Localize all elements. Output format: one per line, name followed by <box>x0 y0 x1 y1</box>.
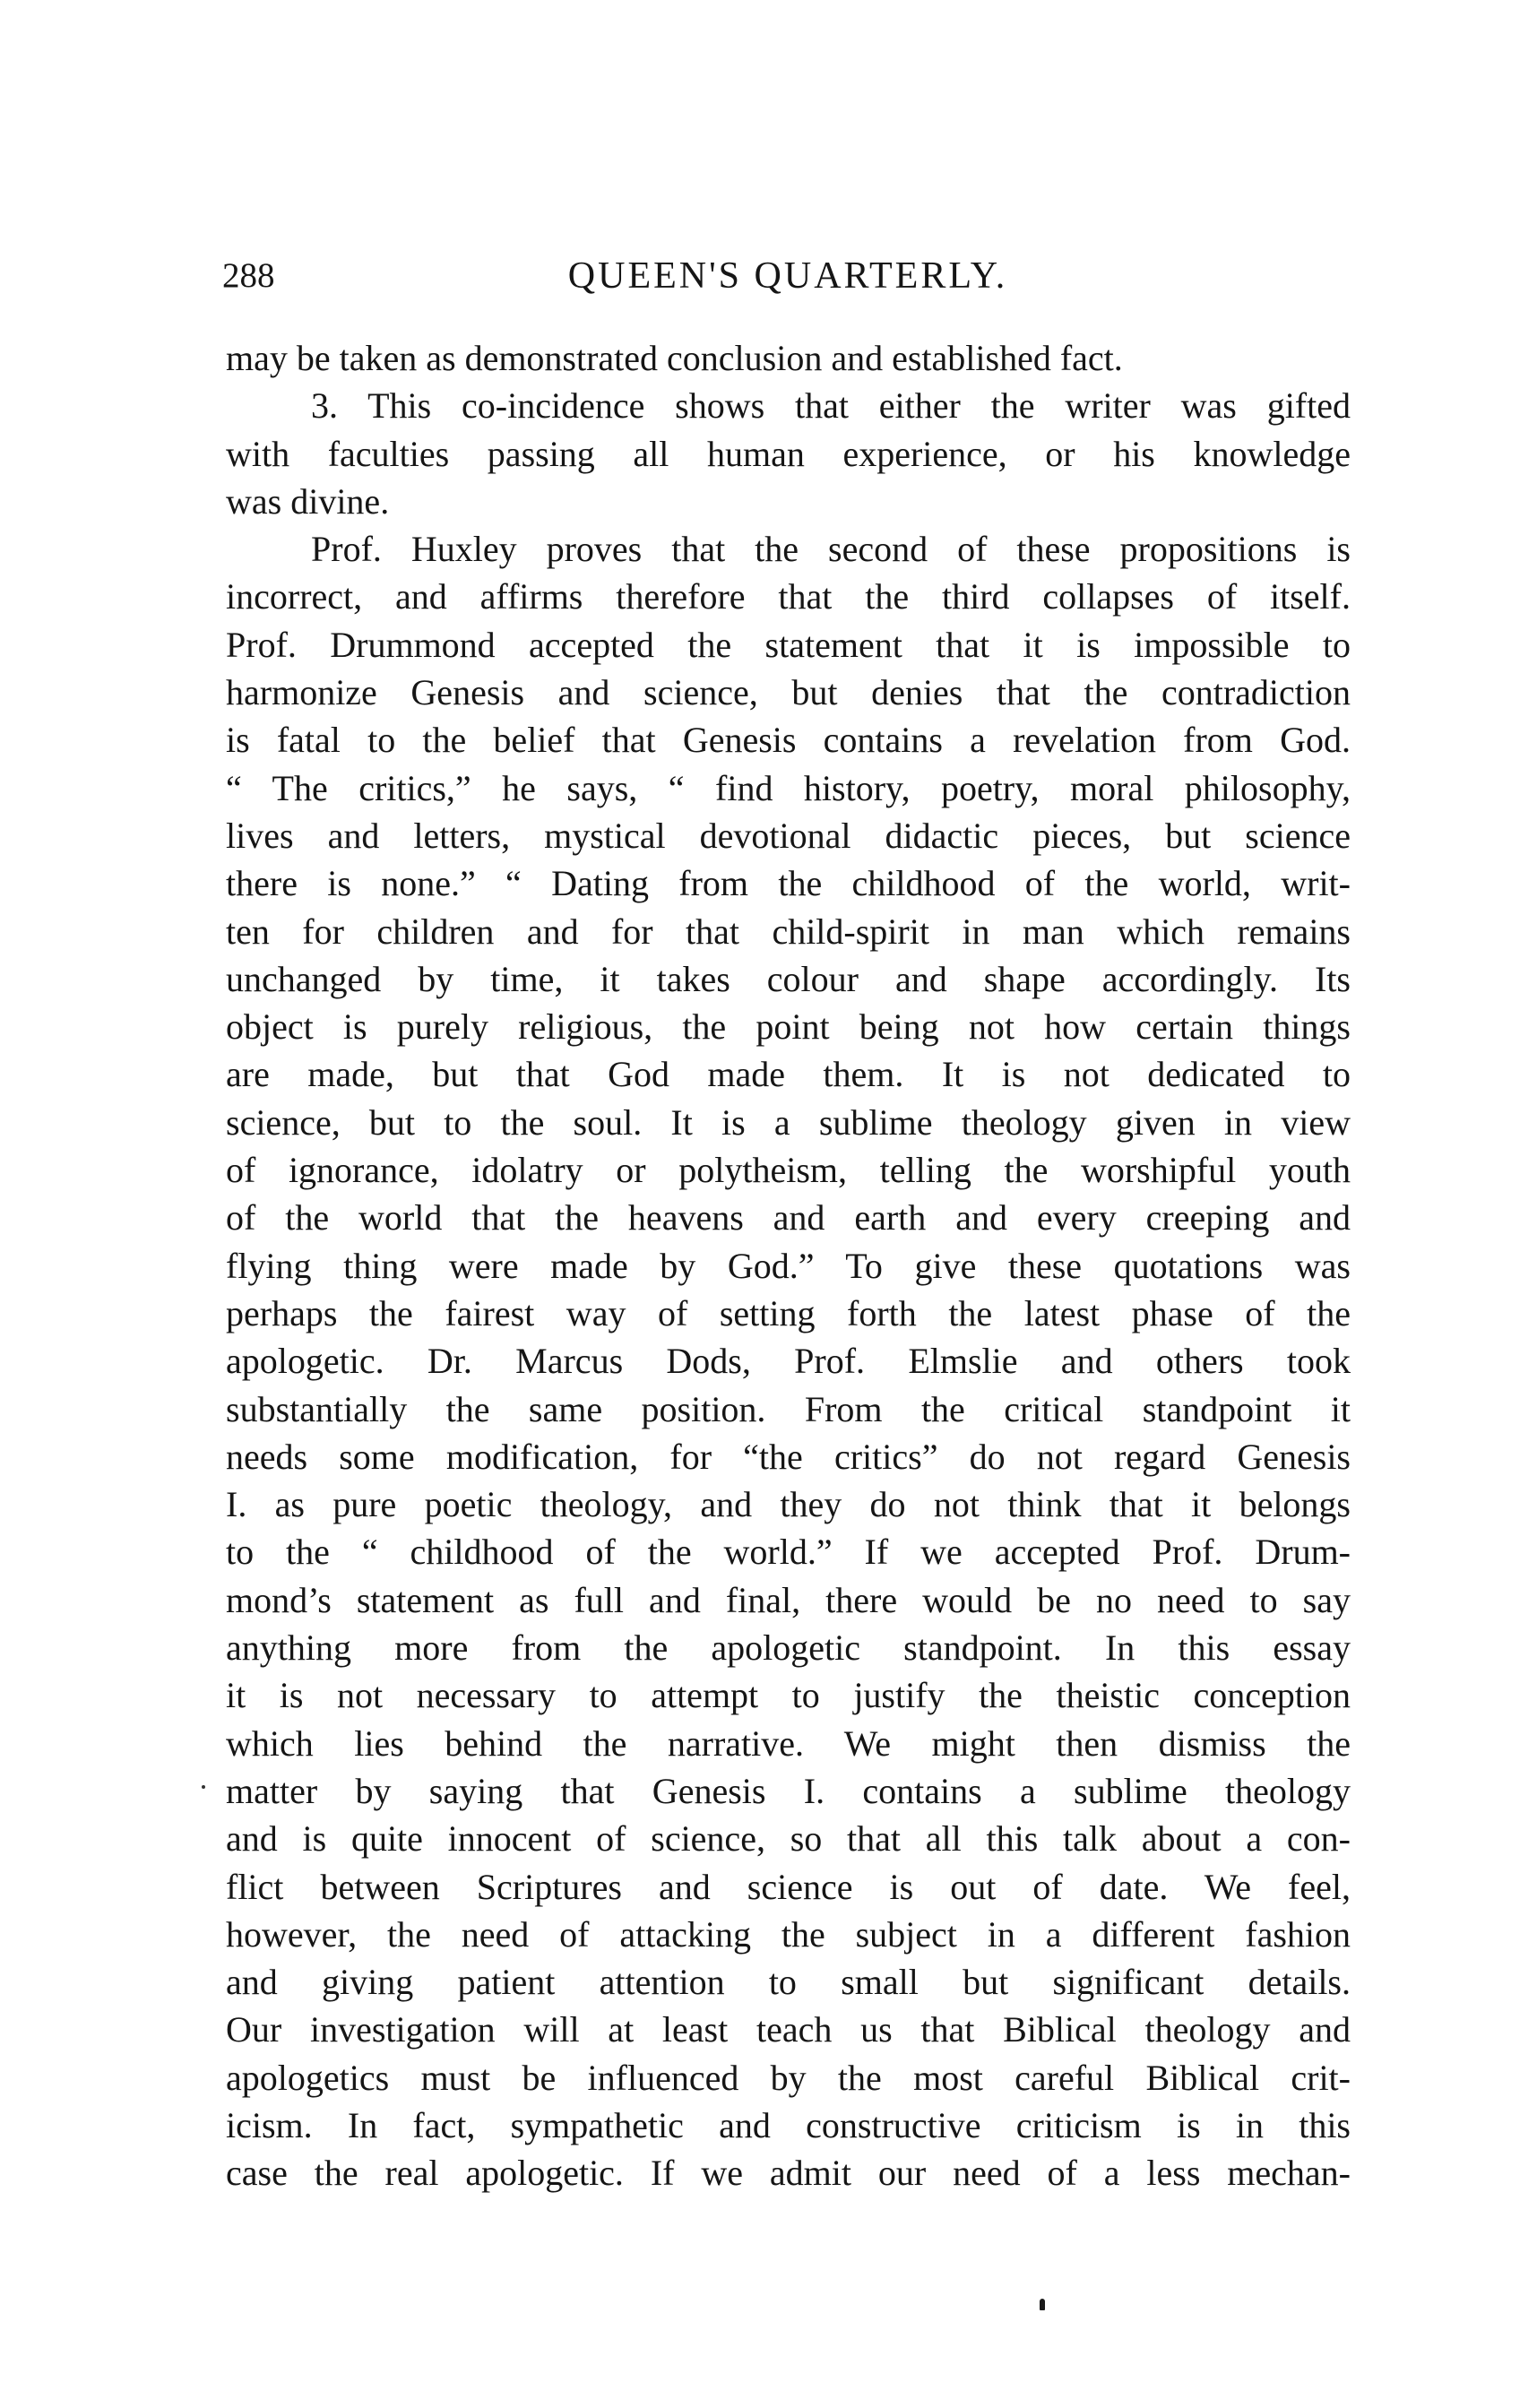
text-line: apologetic. Dr. Marcus Dods, Prof. Elmslie and others took <box>226 1341 1351 1382</box>
text-line: flying thing were made by God.” To give these quotations was <box>226 1245 1351 1286</box>
text-line: harmonize Genesis and science, but denies that the contradiction <box>226 672 1351 713</box>
page-number: 288 <box>222 256 275 295</box>
text-line: object is purely religious, the point being not how certain things <box>226 1006 1351 1048</box>
text-line: icism. In fact, sympathetic and constructive criticism is in this <box>226 2104 1351 2145</box>
text-line: case the real apologetic. If we admit our need of a less mechan- <box>226 2153 1351 2194</box>
text-line: was divine. <box>226 480 390 522</box>
text-line: 3. This co-incidence shows that either the writer was gifted <box>311 385 1351 427</box>
text-line: science, but to the soul. It is a sublime theology given in view <box>226 1101 1351 1143</box>
text-line: there is none.” “ Dating from the childhood of the world, writ- <box>226 863 1351 904</box>
text-line: and is quite innocent of science, so that all this talk about a con- <box>226 1818 1351 1860</box>
text-line: it is not necessary to attempt to justify the theistic conception <box>226 1675 1351 1716</box>
journal-title: QUEEN'S QUARTERLY. <box>567 255 1008 297</box>
text-line: unchanged by time, it takes colour and shape accordingly. Its <box>226 958 1351 999</box>
text-line: needs some modification, for “the critics” do not regard Genesis <box>226 1436 1351 1477</box>
printer-mark <box>1040 2299 1045 2310</box>
text-line: of the world that the heavens and earth and every creeping and <box>226 1197 1351 1239</box>
text-line: apologetics must be influenced by the most careful Biblical crit- <box>226 2057 1351 2098</box>
text-line: Prof. Drummond accepted the statement that it is impossible to <box>226 624 1351 665</box>
text-line: “ The critics,” he says, “ find history, poetry, moral philosophy, <box>226 767 1351 808</box>
text-line: matter by saying that Genesis I. contains a sublime theology <box>226 1770 1351 1811</box>
text-line: which lies behind the narrative. We might then dismiss the <box>226 1722 1351 1764</box>
text-line: to the “ childhood of the world.” If we accepted Prof. Drum- <box>226 1532 1351 1573</box>
text-line: substantially the same position. From the critical standpoint it <box>226 1388 1351 1429</box>
text-line: mond’s statement as full and final, there would be no need to say <box>226 1579 1351 1620</box>
text-line: Prof. Huxley proves that the second of these propositions is <box>311 529 1351 570</box>
text-line: anything more from the apologetic standpoint. In this essay <box>226 1627 1351 1669</box>
text-line: of ignorance, idolatry or polytheism, telling the worshipful youth <box>226 1150 1351 1191</box>
text-line: ten for children and for that child-spirit in man which remains <box>226 911 1351 952</box>
text-line: however, the need of attacking the subject in a different fashion <box>226 1913 1351 1955</box>
text-line: are made, but that God made them. It is not dedicated to <box>226 1054 1351 1095</box>
body-text <box>226 334 1351 2197</box>
text-line: incorrect, and affirms therefore that the third collapses of itself. <box>226 576 1351 617</box>
text-line: with faculties passing all human experience, or his knowledge <box>226 433 1351 474</box>
text-line: lives and letters, mystical devotional didactic pieces, but science <box>226 815 1351 856</box>
text-line: is fatal to the belief that Genesis contains a revelation from God. <box>226 720 1351 761</box>
text-line: perhaps the fairest way of setting forth the latest phase of the <box>226 1292 1351 1333</box>
ink-speck <box>202 1785 205 1789</box>
text-line: may be taken as demonstrated conclusion and established fact. <box>226 338 1123 378</box>
running-head <box>222 249 1353 303</box>
text-line: Our investigation will at least teach us that Biblical theology and <box>226 2009 1351 2050</box>
text-line: and giving patient attention to small but significant details. <box>226 1962 1351 2003</box>
text-line: flict between Scriptures and science is out of date. We feel, <box>226 1866 1351 1907</box>
text-line: I. as pure poetic theology, and they do not think that it belongs <box>226 1484 1351 1525</box>
